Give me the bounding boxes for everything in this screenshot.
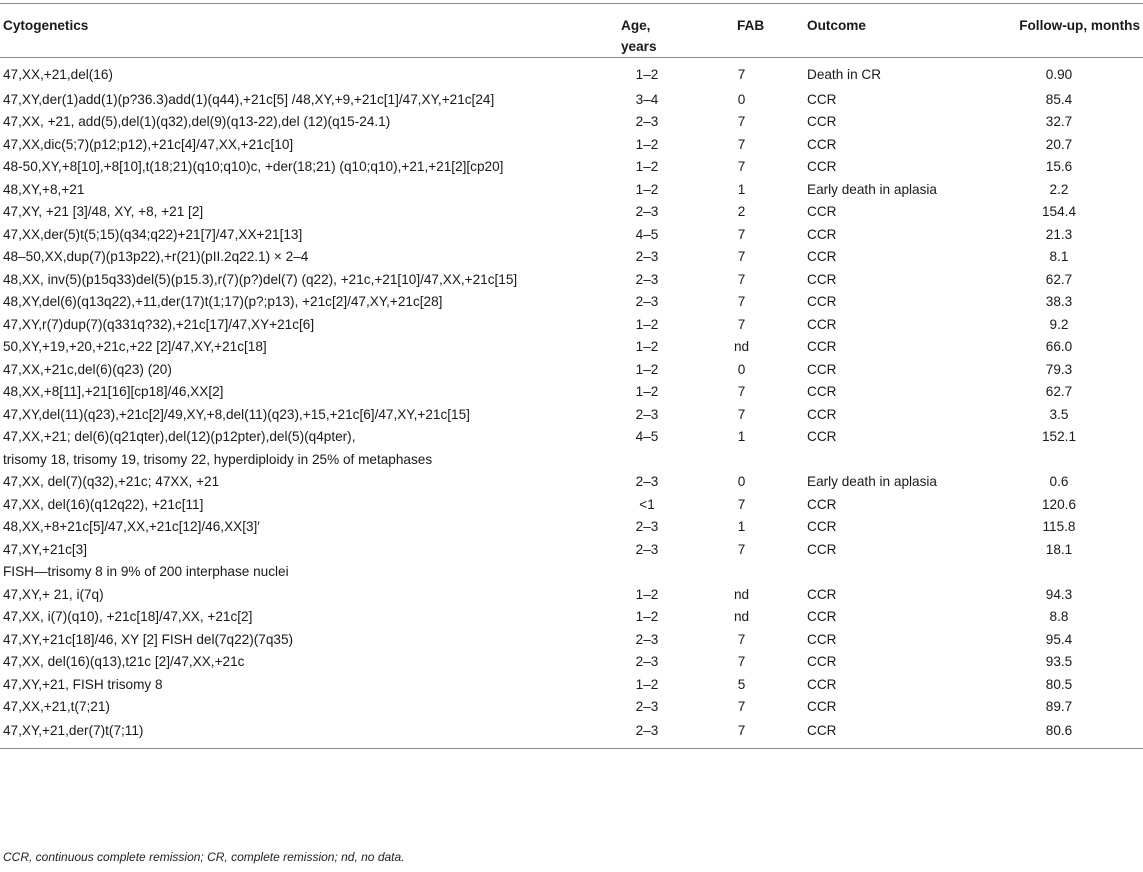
cell-followup: 2.2 <box>1049 181 1069 197</box>
cell-cytogenetics: 47,XY,+21,der(7)t(7;11) <box>3 723 144 739</box>
cell-cytogenetics: 47,XX,+21; del(6)(q21qter),del(12)(p12pter),del(5)(q4pter), <box>3 429 356 444</box>
cell-age: 2–3 <box>635 541 659 557</box>
cell-followup: 8.8 <box>1049 609 1069 624</box>
header-age <box>610 4 710 58</box>
cell-fab: 7 <box>737 159 746 174</box>
cell-outcome: CCR <box>807 699 837 714</box>
cytogenetics-table-container <box>0 3 1143 749</box>
cell-followup: 79.3 <box>1045 361 1073 377</box>
cell-fab: nd <box>733 609 750 624</box>
cell-cytogenetics: 48,XX,+8+21c[5]/47,XX,+21c[12]/46,XX[3]′ <box>3 519 260 534</box>
header-age-line2: years <box>621 39 657 54</box>
cell-followup <box>985 449 1143 472</box>
cell-cytogenetics: 47,XX,der(5)t(5;15)(q34;q22)+21[7]/47,XX+21[13] <box>3 226 303 242</box>
header-row <box>0 4 1143 58</box>
cell-outcome: CCR <box>807 249 837 264</box>
cell-age: 2–3 <box>635 271 659 287</box>
cell-cytogenetics: 47,XX, del(16)(q12q22), +21c[11] <box>3 496 204 512</box>
cell-fab: 7 <box>737 67 746 82</box>
cell-outcome: Death in CR <box>807 67 882 82</box>
cell-outcome <box>800 561 985 584</box>
table-row <box>0 629 1143 652</box>
cell-cytogenetics: 47,XX,dic(5;7)(p12;p12),+21c[4]/47,XX,+21c[10] <box>3 136 294 152</box>
cell-outcome: CCR <box>807 339 837 354</box>
cell-cytogenetics: 47,XY,+21, FISH trisomy 8 <box>3 676 163 692</box>
table-row <box>0 269 1143 292</box>
cell-outcome: CCR <box>807 316 837 332</box>
table-row <box>0 539 1143 562</box>
header-followup: Follow-up, months <box>1019 18 1140 33</box>
cell-age: 2–3 <box>635 519 659 534</box>
cell-cytogenetics: 47,XY,r(7)dup(7)(q331q?32),+21c[17]/47,XY+21c[6] <box>3 316 315 332</box>
cell-followup: 62.7 <box>1045 271 1073 287</box>
cell-followup: 9.2 <box>1049 316 1069 332</box>
cell-fab: 5 <box>737 676 746 692</box>
cell-fab: 0 <box>737 361 746 377</box>
cell-fab: 7 <box>737 271 746 287</box>
cell-age: 2–3 <box>635 294 659 309</box>
table-row <box>0 674 1143 697</box>
cell-cytogenetics: 47,XY,+ 21, i(7q) <box>3 586 104 602</box>
cell-followup: 94.3 <box>1045 586 1073 602</box>
cell-outcome: CCR <box>807 676 837 692</box>
table-row <box>0 584 1143 607</box>
table-row <box>0 719 1143 749</box>
cell-fab: 2 <box>737 204 746 219</box>
cell-fab: 1 <box>737 429 746 444</box>
cell-cytogenetics: 48–50,XX,dup(7)(p13p22),+r(21)(pII.2q22.1) × 2–4 <box>3 249 309 264</box>
table-row <box>0 89 1143 112</box>
cell-followup: 115.8 <box>1042 519 1076 534</box>
cell-cytogenetics: 47,XX, del(16)(q13),t21c [2]/47,XX,+21c <box>3 654 245 669</box>
cell-cytogenetics: 48,XY,+8,+21 <box>3 181 85 197</box>
cell-followup: 21.3 <box>1045 226 1073 242</box>
table-row <box>0 494 1143 517</box>
table-row <box>0 336 1143 359</box>
cell-outcome: CCR <box>807 586 837 602</box>
table-row <box>0 696 1143 719</box>
cell-age: 1–2 <box>635 181 659 197</box>
cell-followup: 66.0 <box>1045 339 1073 354</box>
cell-followup: 20.7 <box>1045 136 1073 152</box>
cell-age: 1–2 <box>635 609 659 624</box>
cell-followup: 8.1 <box>1049 249 1069 264</box>
cell-fab: 7 <box>737 136 746 152</box>
cell-age: 3–4 <box>635 91 659 107</box>
cell-fab: 7 <box>737 226 746 242</box>
cell-fab: 7 <box>737 699 746 714</box>
cell-fab: 7 <box>737 541 746 557</box>
cell-cytogenetics: 47,XX, del(7)(q32),+21c; 47XX, +21 <box>3 474 220 489</box>
table-row <box>0 561 1143 584</box>
cell-fab <box>710 561 800 584</box>
cell-fab: 0 <box>737 474 746 489</box>
cell-cytogenetics: 47,XY,der(1)add(1)(p?36.3)add(1)(q44),+21c[5] /48,XY,+9,+21c[1]/47,XY,+21c[24] <box>3 91 495 107</box>
table-row <box>0 471 1143 494</box>
cell-age <box>610 449 710 472</box>
cell-age: 2–3 <box>635 723 659 739</box>
cell-cytogenetics: 47,XX, +21, add(5),del(1)(q32),del(9)(q13-22),del (12)(q15-24.1) <box>3 114 391 129</box>
cell-outcome: CCR <box>807 496 837 512</box>
cell-followup: 80.6 <box>1045 723 1073 739</box>
cell-age: 2–3 <box>635 699 659 714</box>
header-cytogenetics: Cytogenetics <box>3 18 89 33</box>
cell-followup <box>985 561 1143 584</box>
cell-followup: 89.7 <box>1045 699 1073 714</box>
cell-fab <box>710 449 800 472</box>
cell-cytogenetics: 47,XY,+21c[3] <box>3 541 88 557</box>
cell-outcome: CCR <box>807 654 837 669</box>
cell-followup: 85.4 <box>1045 91 1073 107</box>
cell-cytogenetics: trisomy 18, trisomy 19, trisomy 22, hyperdiploidy in 25% of metaphases <box>3 451 433 467</box>
cell-outcome: CCR <box>807 294 837 309</box>
table-row <box>0 516 1143 539</box>
cell-fab: 7 <box>737 654 746 669</box>
table-row <box>0 246 1143 269</box>
table-body <box>0 58 1143 749</box>
table-row <box>0 404 1143 427</box>
cell-fab: 1 <box>737 519 746 534</box>
cell-followup: 0.90 <box>1045 67 1073 82</box>
cell-outcome: CCR <box>807 609 837 624</box>
cell-age: 2–3 <box>635 631 659 647</box>
table-row <box>0 156 1143 179</box>
cell-followup: 152.1 <box>1041 429 1077 444</box>
cell-outcome: CCR <box>807 114 837 129</box>
cell-age: 1–2 <box>635 67 659 82</box>
cell-fab: 7 <box>737 316 746 332</box>
table-row <box>0 651 1143 674</box>
cell-outcome <box>800 449 985 472</box>
table-row <box>0 606 1143 629</box>
table-row <box>0 426 1143 449</box>
cell-outcome: Early death in aplasia <box>807 474 937 489</box>
cell-fab: nd <box>733 586 750 602</box>
cell-age: 4–5 <box>635 429 659 444</box>
cell-age: 1–2 <box>635 339 659 354</box>
table-row <box>0 381 1143 404</box>
table-row <box>0 58 1143 89</box>
cell-age: 1–2 <box>635 361 659 377</box>
table-row <box>0 449 1143 472</box>
table-row <box>0 111 1143 134</box>
cell-followup: 120.6 <box>1041 496 1077 512</box>
cell-age: 1–2 <box>635 159 659 174</box>
cell-outcome: CCR <box>807 519 837 534</box>
table-row <box>0 224 1143 247</box>
cell-outcome: CCR <box>807 406 837 422</box>
cell-age: 4–5 <box>635 226 659 242</box>
cell-cytogenetics: 47,XY, +21 [3]/48, XY, +8, +21 [2] <box>3 204 204 219</box>
cell-cytogenetics: 48,XX, inv(5)(p15q33)del(5)(p15.3),r(7)(p?)del(7) (q22), +21c,+21[10]/47,XX,+21c[15] <box>3 271 518 287</box>
cell-cytogenetics: 47,XY,del(11)(q23),+21c[2]/49,XY,+8,del(11)(q23),+15,+21c[6]/47,XY,+21c[15] <box>3 406 470 422</box>
cell-fab: 7 <box>737 249 746 264</box>
cell-cytogenetics: 47,XX,+21c,del(6)(q23) (20) <box>3 361 172 377</box>
table-header <box>0 4 1143 58</box>
cell-fab: 7 <box>737 496 746 512</box>
cell-age: 2–3 <box>635 654 659 669</box>
cell-cytogenetics: 47,XX, i(7)(q10), +21c[18]/47,XX, +21c[2] <box>3 609 253 624</box>
cell-cytogenetics: 47,XX,+21,del(16) <box>3 67 113 82</box>
cell-fab: 7 <box>737 384 746 399</box>
cell-outcome: CCR <box>807 271 837 287</box>
cell-followup: 80.5 <box>1045 676 1073 692</box>
table-row <box>0 291 1143 314</box>
cell-followup: 0.6 <box>1049 474 1069 489</box>
cell-outcome: CCR <box>807 429 837 444</box>
cell-fab: 1 <box>737 181 746 197</box>
cell-followup: 3.5 <box>1049 406 1069 422</box>
header-fab: FAB <box>737 18 765 33</box>
cell-outcome: CCR <box>807 384 837 399</box>
cell-cytogenetics: 50,XY,+19,+20,+21c,+22 [2]/47,XY,+21c[18] <box>3 339 267 354</box>
cell-followup: 154.4 <box>1041 204 1077 219</box>
cell-age: 1–2 <box>635 586 659 602</box>
cell-cytogenetics: 48,XY,del(6)(q13q22),+11,der(17)t(1;17)(p?;p13), +21c[2]/47,XY,+21c[28] <box>3 294 443 309</box>
cell-outcome: CCR <box>807 631 837 647</box>
cell-cytogenetics: FISH—trisomy 8 in 9% of 200 interphase nuclei <box>3 564 289 579</box>
cell-fab: 0 <box>737 91 746 107</box>
table-footnote: CCR, continuous complete remission; CR, complete remission; nd, no data. <box>3 850 405 864</box>
cell-outcome: CCR <box>807 226 837 242</box>
cell-age: <1 <box>639 496 655 512</box>
cell-age <box>610 561 710 584</box>
cell-cytogenetics: 48-50,XY,+8[10],+8[10],t(18;21)(q10;q10)c, +der(18;21) (q10;q10),+21,+21[2][cp20] <box>3 159 504 174</box>
cell-followup: 62.7 <box>1045 384 1073 399</box>
cell-fab: 7 <box>737 723 746 739</box>
cell-fab: 7 <box>737 631 746 647</box>
cell-fab: 7 <box>737 406 746 422</box>
cell-outcome: Early death in aplasia <box>807 181 937 197</box>
table-row <box>0 201 1143 224</box>
cell-outcome: CCR <box>807 159 837 174</box>
cell-outcome: CCR <box>807 361 837 377</box>
table-row <box>0 359 1143 382</box>
cell-cytogenetics: 47,XY,+21c[18]/46, XY [2] FISH del(7q22)(7q35) <box>3 631 294 647</box>
cell-age: 2–3 <box>635 406 659 422</box>
cell-age: 2–3 <box>635 249 659 264</box>
cell-outcome: CCR <box>807 723 837 739</box>
table-row <box>0 134 1143 157</box>
cell-followup: 32.7 <box>1045 114 1073 129</box>
cell-cytogenetics: 48,XX,+8[11],+21[16][cp18]/46,XX[2] <box>3 384 224 399</box>
cell-cytogenetics: 47,XX,+21,t(7;21) <box>3 699 110 714</box>
cell-age: 2–3 <box>635 114 659 129</box>
cell-fab: 7 <box>737 294 746 309</box>
table-row <box>0 314 1143 337</box>
cell-followup: 95.4 <box>1045 631 1073 647</box>
cell-age: 1–2 <box>635 136 659 152</box>
cell-followup: 93.5 <box>1045 654 1073 669</box>
cell-age: 1–2 <box>635 384 659 399</box>
header-outcome: Outcome <box>807 18 866 33</box>
cell-age: 2–3 <box>635 474 659 489</box>
cell-fab: nd <box>733 339 750 354</box>
cell-age: 1–2 <box>635 676 659 692</box>
cell-followup: 18.1 <box>1045 541 1073 557</box>
cell-age: 2–3 <box>635 204 659 219</box>
cytogenetics-table <box>0 3 1143 749</box>
cell-followup: 38.3 <box>1045 294 1073 309</box>
cell-outcome: CCR <box>807 91 837 107</box>
cell-outcome: CCR <box>807 136 837 152</box>
table-row <box>0 179 1143 202</box>
cell-fab: 7 <box>737 114 746 129</box>
cell-outcome: CCR <box>807 541 837 557</box>
cell-age: 1–2 <box>635 316 659 332</box>
cell-outcome: CCR <box>807 204 837 219</box>
header-age-line1: Age, <box>621 18 651 33</box>
cell-followup: 15.6 <box>1045 159 1073 174</box>
